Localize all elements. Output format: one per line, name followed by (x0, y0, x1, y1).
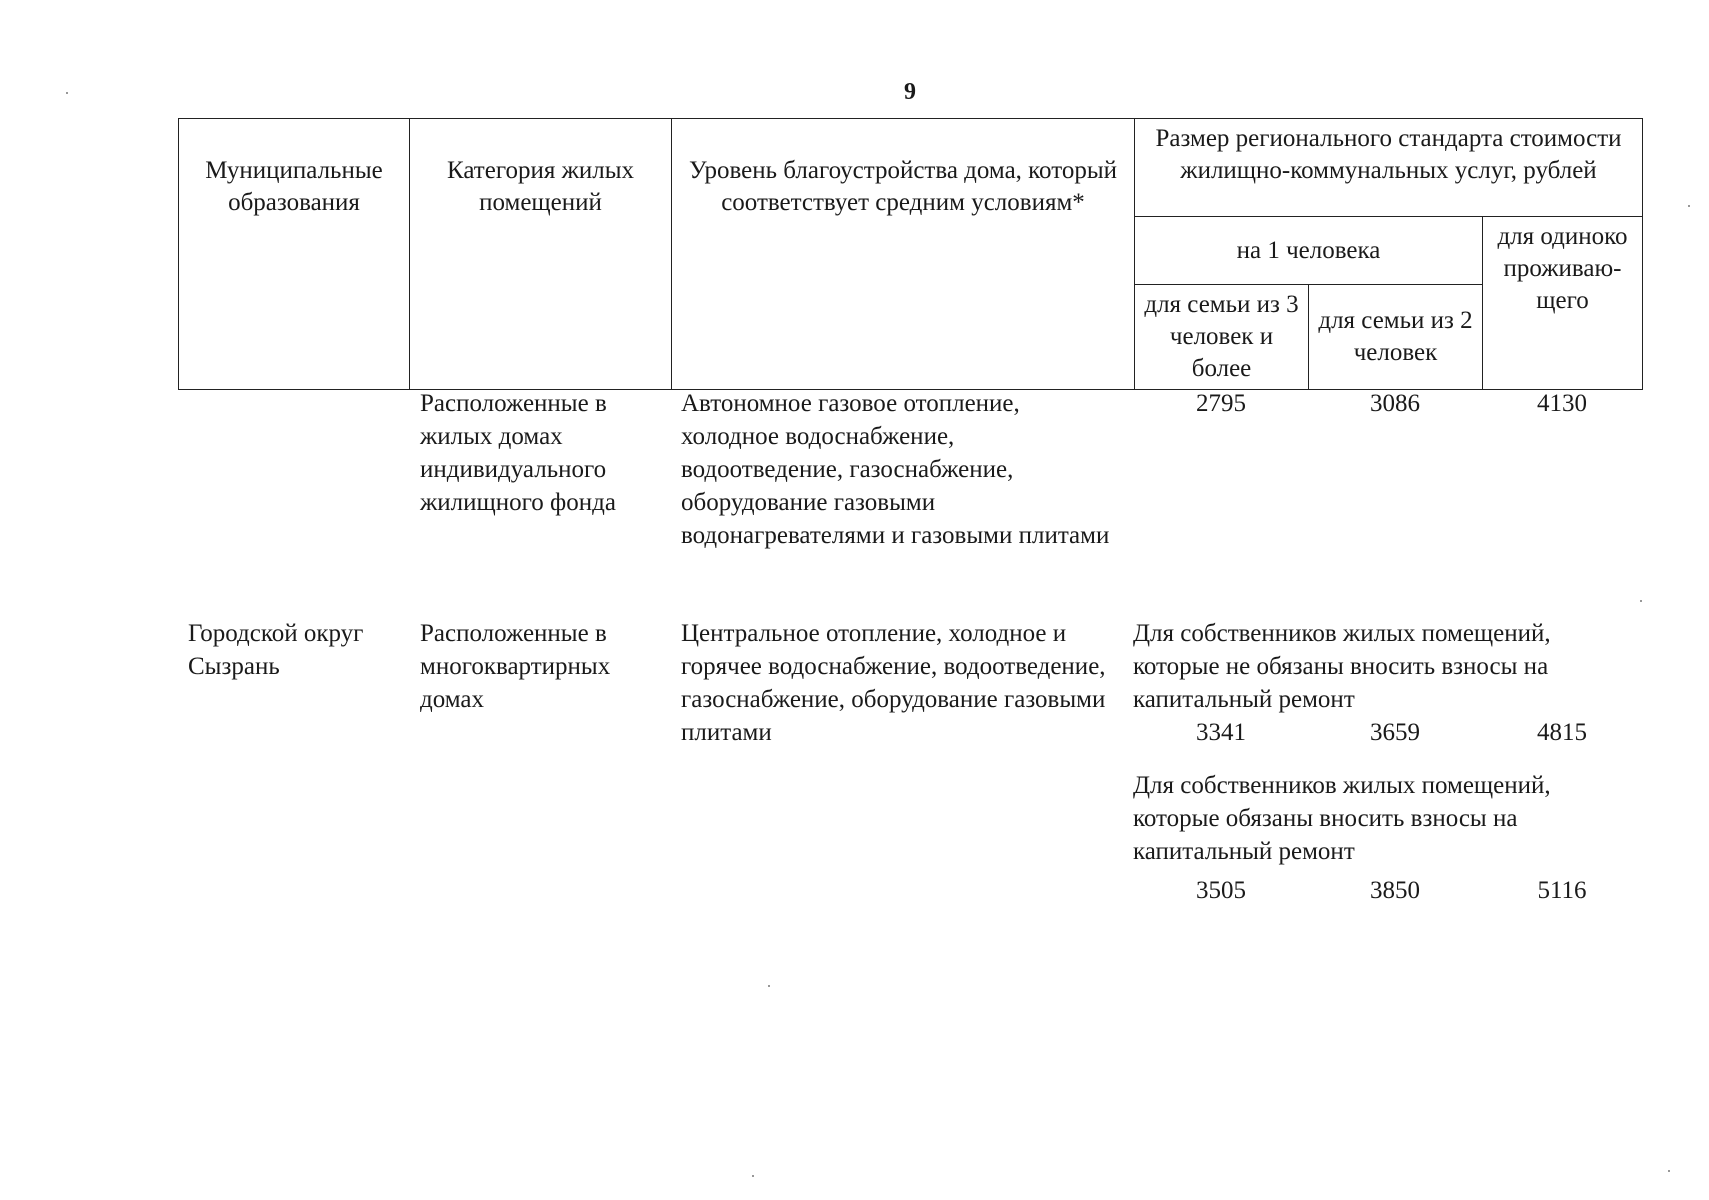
header-single-label: для одиноко проживаю-щего (1497, 223, 1628, 314)
header-single (1483, 217, 1643, 390)
value-family-2: 3086 (1370, 390, 1420, 417)
row-municipality: Городской округ Сызрань (188, 620, 364, 680)
header-category-label: Категория жилых помещений (447, 157, 634, 216)
table-header (178, 118, 1643, 390)
header-per-person (1135, 217, 1483, 285)
header-municipalities-label: Муниципальные образования (205, 157, 383, 216)
value-family-3: 3505 (1196, 877, 1246, 904)
scan-speck (768, 985, 770, 987)
scan-speck (752, 1175, 754, 1177)
group-values-no-capital-repair (1161, 716, 1633, 749)
value-family-2: 3850 (1370, 877, 1420, 904)
scan-speck (1668, 1170, 1670, 1172)
group-label-capital-repair: Для собственников жилых помещений, которые обязаны вносить взносы на капитальный ремонт (1133, 772, 1551, 865)
header-standard-size (1135, 119, 1643, 217)
header-standard-size-label: Размер регионального стандарта стоимости жилищно-коммунальных услуг, рублей (1155, 125, 1622, 184)
header-amenity-level (672, 119, 1135, 390)
row-value-groups (1133, 617, 1633, 907)
value-family-3: 3341 (1196, 719, 1246, 746)
group-label-no-capital-repair: Для собственников жилых помещений, которые не обязаны вносить взносы на капитальный ремонт (1133, 620, 1551, 713)
value-single: 4815 (1537, 719, 1587, 746)
header-family-2-label: для семьи из 2 человек (1318, 307, 1473, 366)
row-category: Расположенные в многоквартирных домах (420, 620, 611, 713)
header-family-2 (1309, 285, 1483, 390)
header-family-3 (1135, 285, 1309, 390)
value-single: 5116 (1537, 877, 1587, 904)
scan-speck (1640, 600, 1642, 602)
value-family-3: 2795 (1196, 390, 1246, 417)
scan-speck (1688, 205, 1690, 207)
group-values-capital-repair (1161, 874, 1633, 907)
value-family-2: 3659 (1370, 719, 1420, 746)
header-amenity-label: Уровень благоустройства дома, который соответствует средним условиям* (689, 157, 1117, 216)
header-per-person-label: на 1 человека (1236, 236, 1381, 264)
table-row (178, 617, 1642, 917)
row-category: Расположенные в жилых домах индивидуального жилищного фонда (420, 390, 616, 516)
page-number: 9 (904, 79, 916, 105)
header-family-3-label: для семьи из 3 человек и более (1144, 291, 1299, 382)
header-municipalities (179, 119, 410, 390)
row-amenity: Автономное газовое отопление, холодное водоснабжение, водоотведение, газоснабжение, оборудование газовыми водонагревателями и газовыми плитами (681, 390, 1110, 549)
row-amenity: Центральное отопление, холодное и горячее водоснабжение, водоотведение, газоснабжение, оборудование газовыми плитами (681, 620, 1106, 746)
scan-speck (66, 92, 68, 94)
value-single: 4130 (1537, 390, 1587, 417)
header-category (410, 119, 672, 390)
